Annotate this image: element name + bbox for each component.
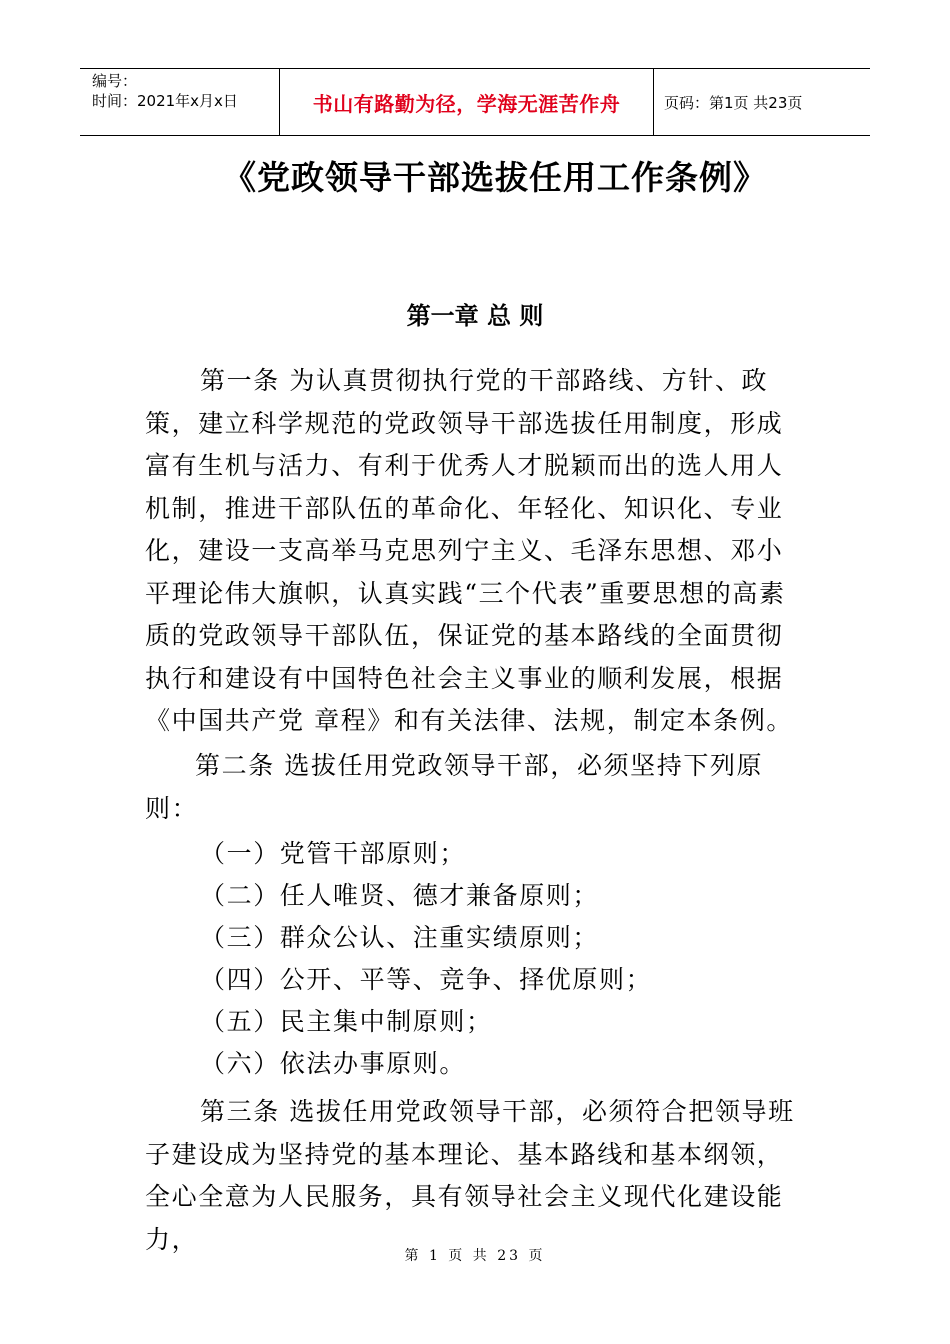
page-code: 页码：第1页 共23页 — [664, 93, 803, 112]
time-label: 时间：2021年x月x日 — [92, 92, 238, 110]
article-2 — [145, 745, 795, 830]
document-header — [80, 68, 870, 136]
principle-item: （五）民主集中制原则； — [200, 1007, 493, 1036]
article-1-text: 第一条 为认真贯彻执行党的干部路线、方针、政策，建立科学规范的党政领导干部选拔任用制度，形成富有生机与活力、有利于优秀人才脱颖而出的选人用人机制，推进干部队伍的革命化、年轻化、知识化、专业化，建设一支高举马克思列宁主义、毛泽东思想、邓小平理论伟大旗帜，认真实践“三个代表”重要思想的高素质的党政领导干部队伍，保证党的基本路线的全面贯彻执行和建设有中国特色社会主义事业的顺利发展，根据《中国共产党 章程》和有关法律、法规，制定本条例。 — [145, 366, 793, 735]
page-footer: 第 1 页 共 23 页 — [404, 1248, 546, 1264]
motto-text: 书山有路勤为径，学海无涯苦作舟 — [312, 91, 621, 116]
header-page-cell — [654, 69, 870, 135]
header-info-cell — [80, 69, 280, 135]
document-title: 《党政领导干部选拔任用工作条例》 — [223, 158, 767, 197]
principle-item: （三）群众公认、注重实绩原则； — [200, 923, 600, 952]
number-label: 编号： — [92, 72, 138, 90]
principle-item: （六）依法办事原则。 — [200, 1049, 467, 1078]
chapter-heading: 第一章 总 则 — [406, 301, 544, 330]
article-3-text: 第三条 选拔任用党政领导干部，必须符合把领导班子建设成为坚持党的基本理论、基本路线和基本纲领，全心全意为人民服务，具有领导社会主义现代化建设能力， — [145, 1097, 795, 1254]
header-motto-cell — [280, 69, 654, 135]
article-2-text: 第二条 选拔任用党政领导干部，必须坚持下列原则： — [145, 751, 764, 823]
article-1 — [145, 360, 795, 743]
article-3 — [145, 1091, 795, 1261]
principle-item: （一）党管干部原则； — [200, 839, 467, 868]
principle-item: （二）任人唯贤、德才兼备原则； — [200, 881, 600, 910]
principle-item: （四）公开、平等、竞争、择优原则； — [200, 965, 653, 994]
